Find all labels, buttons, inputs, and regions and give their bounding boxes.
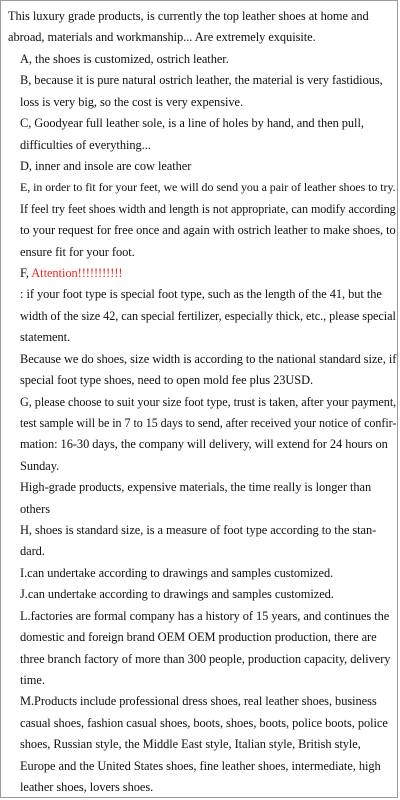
text-line: High-grade products, expensive materials, the time really is longer than	[20, 480, 372, 495]
text-line: test sample will be in 7 to 15 days to send, after received your notice of confir-	[20, 415, 397, 430]
text-line: loss is very big, so the cost is very expensive.	[20, 94, 244, 109]
item-c-line: C, Goodyear full leather sole, is a line of holes by hand, and then pull,	[20, 116, 364, 131]
item-f-line	[20, 262, 122, 284]
text-line: shoes, Russian style, the Middle East style, Italian style, British style,	[20, 737, 361, 752]
item-m-line: M.Products include professional dress shoes, real leather shoes, business	[20, 694, 377, 709]
text-line: domestic and foreign brand OEM OEM production production, there are	[20, 630, 377, 645]
item-d-line: D, inner and insole are cow leather	[20, 158, 192, 173]
text-line: width of the size 42, can special fertilizer, especially thick, etc., please special	[20, 308, 396, 323]
text-line: casual shoes, fashion casual shoes, boots, shoes, boots, police boots, police	[20, 715, 388, 730]
item-g-line: G, please choose to suit your size foot type, trust is taken, after your payment,	[20, 394, 397, 409]
text-line: time.	[20, 672, 45, 687]
text-line: difficulties of everything...	[20, 137, 151, 152]
text-line: to your request for free once and again with ostrich leather to make shoes, to	[20, 223, 396, 238]
text-line: statement.	[20, 330, 71, 345]
text-line: three branch factory of more than 300 people, production capacity, delivery	[20, 651, 391, 666]
text-line: This luxury grade products, is currently the top leather shoes at home and	[8, 9, 369, 23]
text-line: ensure fit for your foot.	[20, 244, 135, 259]
item-e-line: E, in order to fit for your feet, we will do send you a pair of leather shoes to try.	[20, 180, 396, 195]
item-i-line: I.can undertake according to drawings and samples customized.	[20, 565, 334, 580]
item-b-line: B, because it is pure natural ostrich leather, the material is very fastidious,	[20, 73, 383, 88]
item-f-label: F,	[20, 266, 29, 280]
text-line: leather shoes, lovers shoes.	[20, 780, 154, 794]
text-line: If feel try feet shoes width and length is not appropriate, can modify according	[20, 201, 396, 216]
item-a-line: A, the shoes is customized, ostrich leather.	[20, 51, 229, 66]
attention-text: Attention!!!!!!!!!!!	[31, 266, 123, 280]
text-line: Sunday.	[20, 458, 60, 473]
text-line: special foot type shoes, need to open mold fee plus 23USD.	[20, 373, 314, 388]
text-line: mation: 16-30 days, the company will delivery, will extend for 24 hours on	[20, 437, 388, 452]
text-line: : if your foot type is special foot type, such as the length of the 41, but the	[20, 287, 382, 302]
text-line: others	[20, 501, 50, 516]
text-line: Because we do shoes, size width is according to the national standard size, if	[20, 351, 397, 366]
item-h-line: H, shoes is standard size, is a measure of foot type according to the stan-	[20, 523, 377, 537]
text-line: abroad, materials and workmanship... Are extremely exquisite.	[8, 30, 316, 45]
text-line: Europe and the United States shoes, fine leather shoes, intermediate, high	[20, 758, 381, 773]
item-l-line: L.factories are formal company has a history of 15 years, and continues the	[20, 608, 390, 623]
text-line: dard.	[20, 544, 45, 559]
item-j-line: J.can undertake according to drawings and samples customized.	[20, 587, 334, 602]
